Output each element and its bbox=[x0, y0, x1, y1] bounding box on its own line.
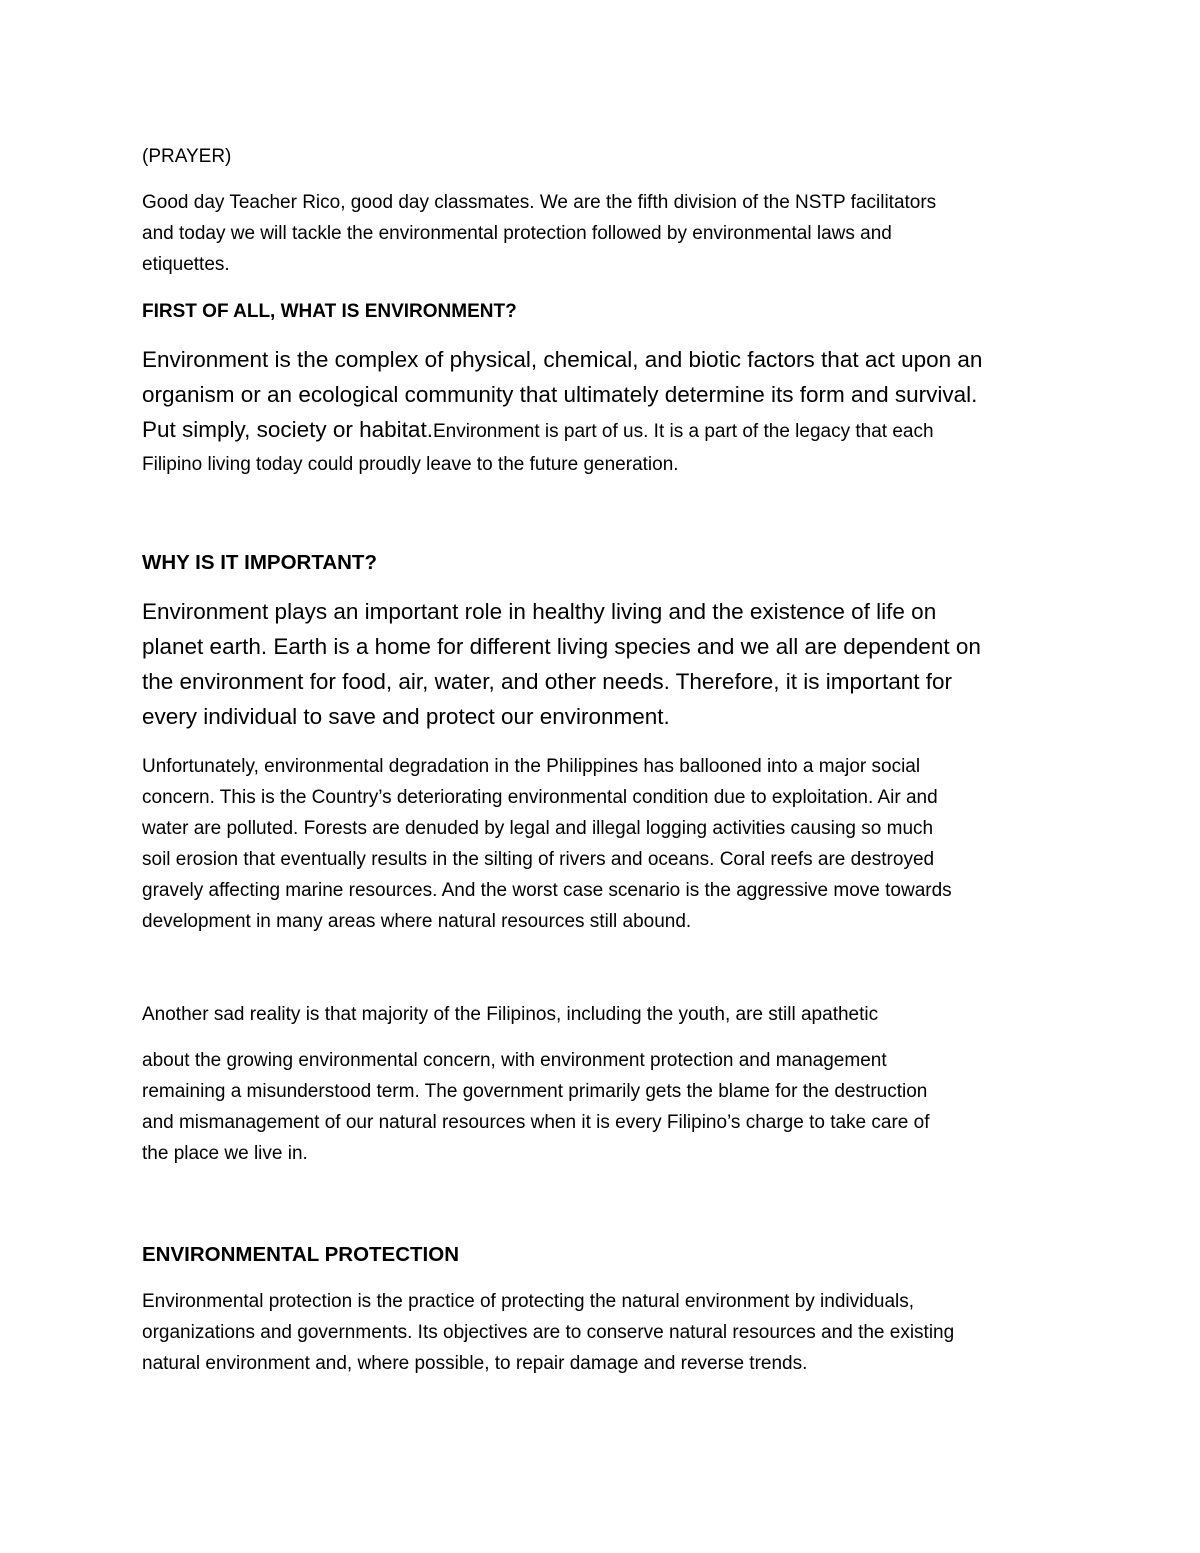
degradation-line: Unfortunately, environmental degradation in the Philippines has ballooned into a major social bbox=[142, 756, 921, 777]
definition-mixed-small: Environment is part of us. It is a part of the legacy that each bbox=[432, 421, 934, 442]
degradation-line: development in many areas where natural resources still abound. bbox=[142, 911, 692, 932]
importance-line: planet earth. Earth is a home for different living species and we all are dependent on bbox=[142, 634, 981, 659]
protection-line: Environmental protection is the practice of protecting the natural environment by individuals, bbox=[142, 1291, 915, 1312]
apathy-line: and mismanagement of our natural resources when it is every Filipino’s charge to take care of bbox=[142, 1112, 930, 1133]
importance-line: the environment for food, air, water, and other needs. Therefore, it is important for bbox=[142, 669, 953, 694]
protection-line: organizations and governments. Its objectives are to conserve natural resources and the existing bbox=[142, 1322, 955, 1343]
apathy-paragraph bbox=[142, 1045, 1072, 1169]
intro-line: Good day Teacher Rico, good day classmates. We are the fifth division of the NSTP facilitators bbox=[142, 192, 937, 213]
protection-line: natural environment and, where possible, to repair damage and reverse trends. bbox=[142, 1353, 808, 1374]
degradation-line: water are polluted. Forests are denuded by legal and illegal logging activities causing so much bbox=[142, 818, 934, 839]
heading-why-important: WHY IS IT IMPORTANT? bbox=[142, 551, 377, 574]
definition-line: Filipino living today could proudly leave to the future generation. bbox=[142, 454, 679, 475]
apathy-line: the place we live in. bbox=[142, 1143, 308, 1164]
definition-line: Environment is the complex of physical, chemical, and biotic factors that act upon an bbox=[142, 347, 983, 372]
definition-line-mixed bbox=[142, 412, 1072, 449]
intro-line: etiquettes. bbox=[142, 254, 230, 275]
apathy-line: remaining a misunderstood term. The government primarily gets the blame for the destruction bbox=[142, 1081, 928, 1102]
intro-paragraph bbox=[142, 187, 1072, 280]
apathy-first-line: Another sad reality is that majority of the Filipinos, including the youth, are still apathetic bbox=[142, 1004, 879, 1025]
heading-what-is-environment: FIRST OF ALL, WHAT IS ENVIRONMENT? bbox=[142, 301, 517, 322]
definition-mixed-large: Put simply, society or habitat. bbox=[142, 417, 433, 442]
importance-line: every individual to save and protect our environment. bbox=[142, 704, 670, 729]
degradation-line: gravely affecting marine resources. And the worst case scenario is the aggressive move towards bbox=[142, 880, 952, 901]
degradation-line: concern. This is the Country’s deteriorating environmental condition due to exploitation. Air and bbox=[142, 787, 938, 808]
definition-paragraph bbox=[142, 342, 1072, 480]
degradation-paragraph bbox=[142, 751, 1072, 937]
degradation-line: soil erosion that eventually results in the silting of rivers and oceans. Coral reefs are destroyed bbox=[142, 849, 935, 870]
protection-paragraph bbox=[142, 1286, 1072, 1379]
importance-line: Environment plays an important role in healthy living and the existence of life on bbox=[142, 599, 937, 624]
importance-paragraph bbox=[142, 594, 1072, 734]
heading-environmental-protection: ENVIRONMENTAL PROTECTION bbox=[142, 1243, 459, 1266]
intro-line: and today we will tackle the environmental protection followed by environmental laws and bbox=[142, 223, 892, 244]
apathy-line: about the growing environmental concern, with environment protection and management bbox=[142, 1050, 887, 1071]
definition-line: organism or an ecological community that ultimately determine its form and survival. bbox=[142, 382, 978, 407]
prayer-label: (PRAYER) bbox=[142, 146, 232, 167]
